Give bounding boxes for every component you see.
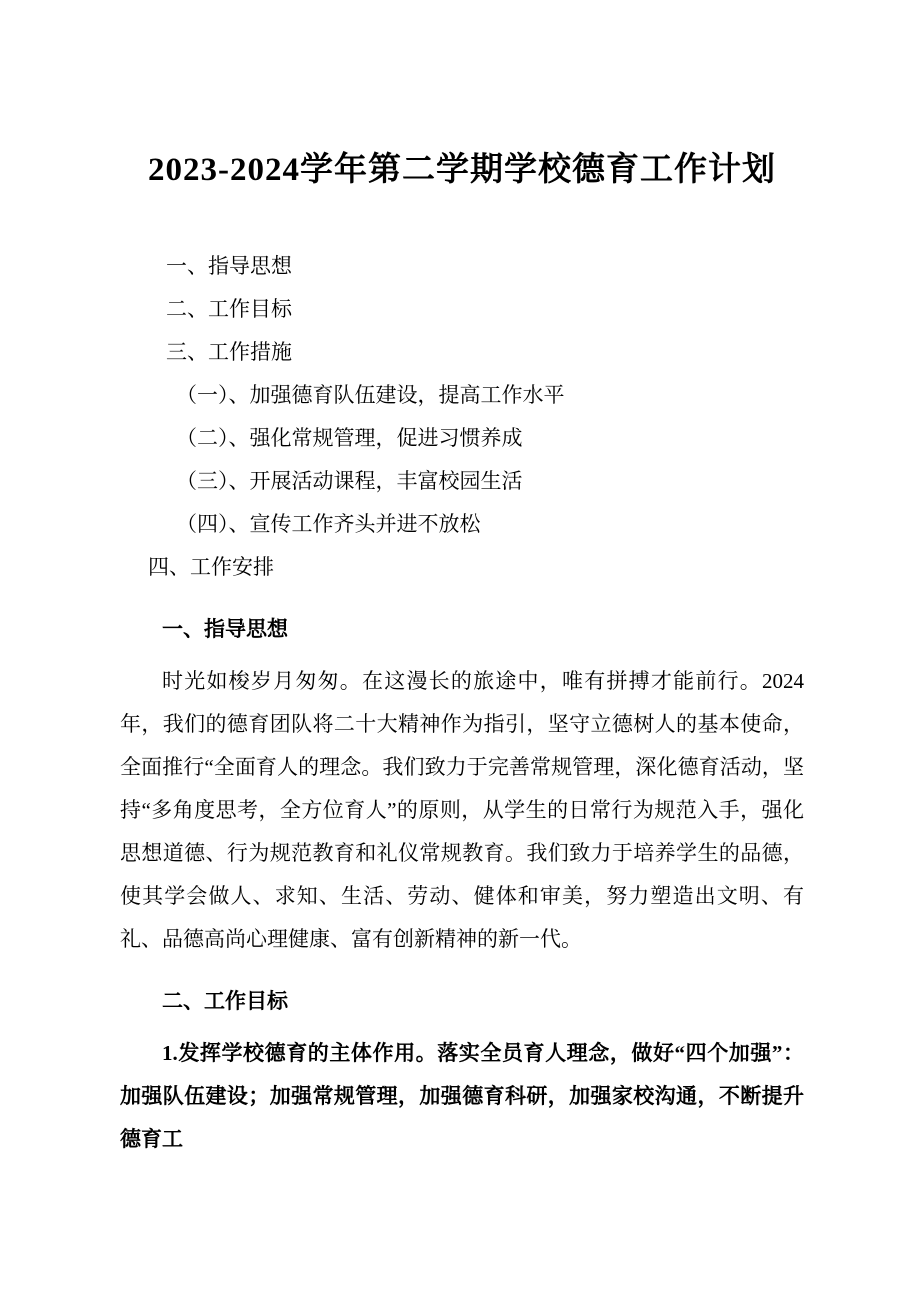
outline-item: 一、指导思想: [166, 253, 292, 278]
outline-item: （一）、加强德育队伍建设，提高工作水平: [176, 382, 565, 407]
page-title: 2023-2024学年第二学期学校德育工作计划: [148, 152, 776, 188]
outline-item: （三）、开展活动课程，丰富校园生活: [176, 468, 523, 493]
outline-item: 四、工作安排: [148, 554, 274, 579]
document-body: [120, 608, 804, 1161]
section-heading: 一、指导思想: [162, 616, 288, 641]
paragraph: 时光如梭岁月匆匆。在这漫长的旅途中，唯有拼搏才能前行。2024 年，我们的德育团队将二十大精神作为指引，坚守立德树人的基本使命，全面推行“全面育人的理念。我们致力于完善常规管理，深化德育活动，坚持“多角度思考，全方位育人”的原则，从学生的日常行为规范入手，强化思想道德、行为规范教育和礼仪常规教育。我们致力于培养学生的品德，使其学会做人、求知、生活、劳动、健体和审美，努力塑造出文明、有礼、品德高尚心理健康、富有创新精神的新一代。: [120, 668, 804, 951]
outline-item: 三、工作措施: [166, 339, 292, 364]
paragraph: 1.发挥学校德育的主体作用。落实全员育人理念，做好“四个加强”：加强队伍建设；加强常规管理，加强德育科研，加强家校沟通，不断提升德育工: [120, 1040, 804, 1151]
outline-item: 二、工作目标: [166, 296, 292, 321]
outline-item: （四）、宣传工作齐头并进不放松: [176, 511, 481, 536]
section-heading: 二、工作目标: [162, 988, 288, 1013]
outline: [120, 245, 804, 589]
outline-item: （二）、强化常规管理，促进习惯养成: [176, 425, 523, 450]
